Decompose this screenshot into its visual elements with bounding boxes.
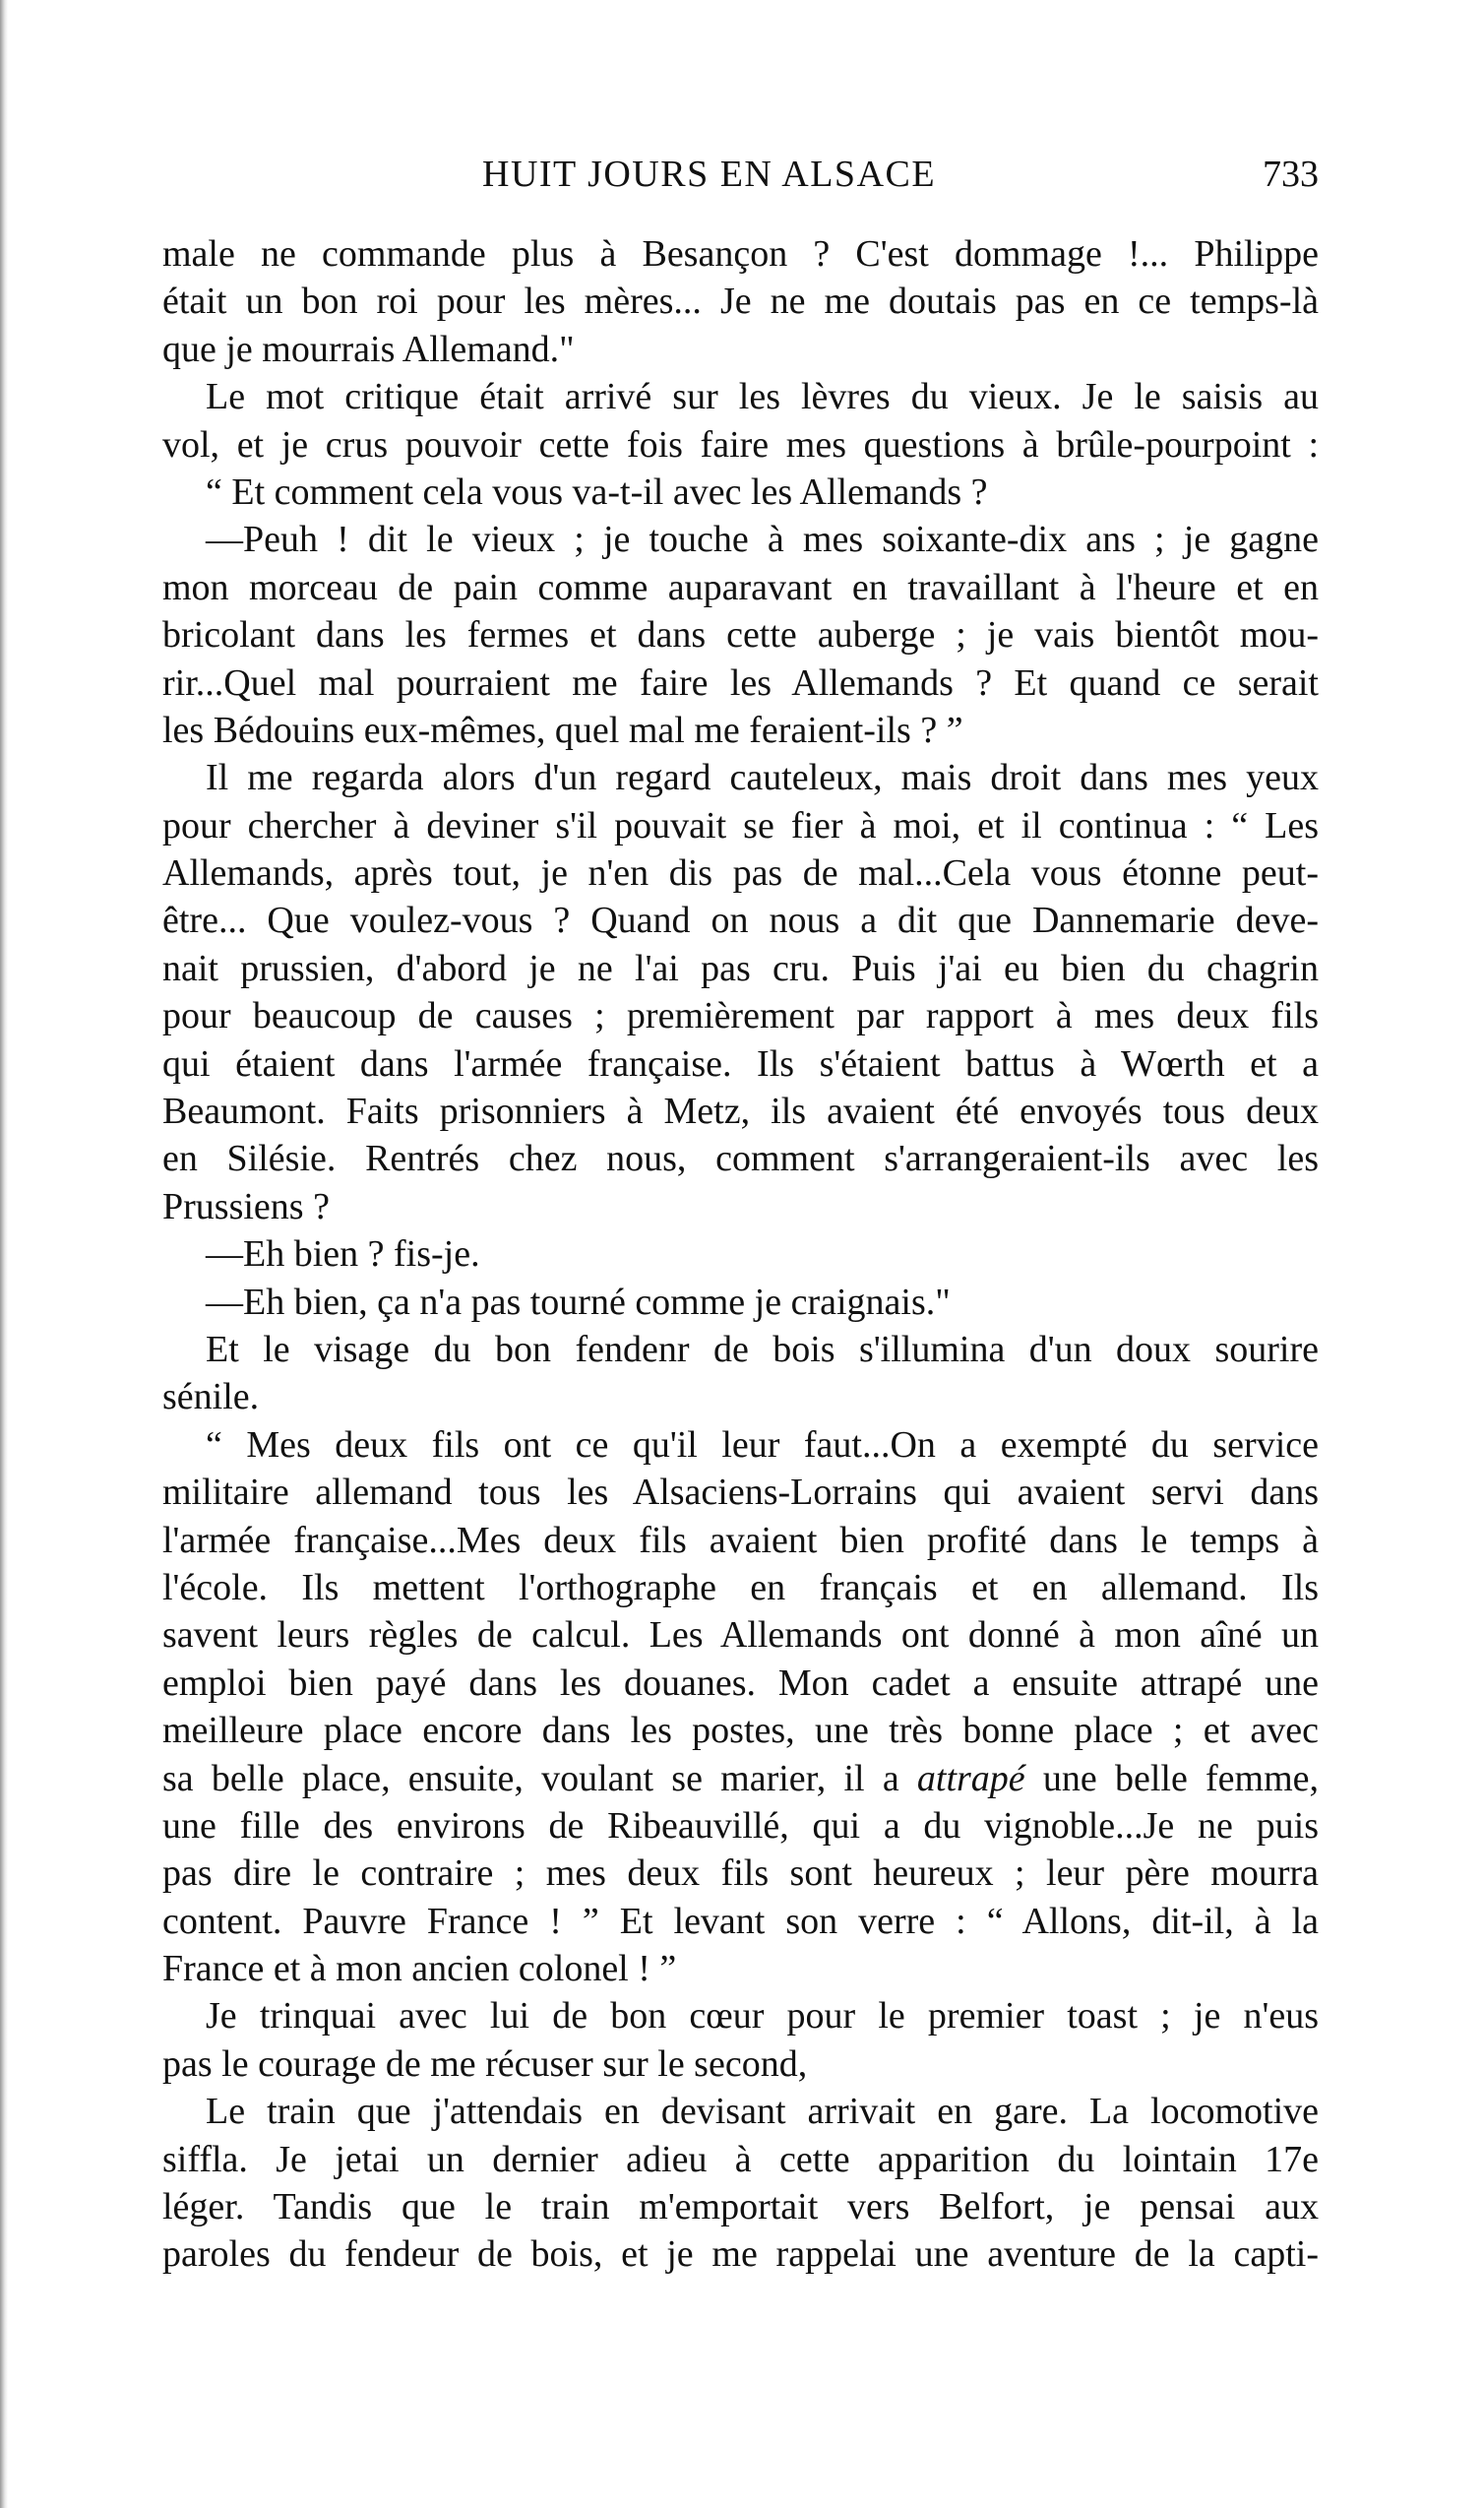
text-line: France et à mon ancien colonel ! ” [162, 1948, 677, 1990]
text-line: Il me regarda alors d'un regard cauteleux, mais droit dans mes yeux [206, 757, 1319, 799]
text-line: mon morceau de pain comme auparavant en travaillant à l'heure et en [162, 566, 1319, 608]
text-line: Le mot critique était arrivé sur les lèvres du vieux. Je le saisis au [206, 376, 1319, 418]
text-line: une fille des environs de Ribeauvillé, qui a du vignoble...Je ne puis [162, 1804, 1319, 1847]
text-line: Le train que j'attendais en devisant arrivait en gare. La locomotive [206, 2091, 1319, 2133]
text-line: en Silésie. Rentrés chez nous, comment s'arrangeraient-ils avec les [162, 1138, 1319, 1180]
text-line: siffla. Je jetai un dernier adieu à cette apparition du lointain 17e [162, 2138, 1319, 2180]
text-line: —Peuh ! dit le vieux ; je touche à mes soixante-dix ans ; je gagne [206, 519, 1319, 561]
text-line: pour beaucoup de causes ; premièrement par rapport à mes deux fils [162, 995, 1319, 1037]
text-line: male ne commande plus à Besançon ? C'est dommage !... Philippe [162, 233, 1319, 275]
page-edge-shadow [0, 0, 8, 2508]
text-line: vol, et je crus pouvoir cette fois faire mes questions à brûle-pourpoint : [162, 423, 1319, 466]
text-line: était un bon roi pour les mères... Je ne me doutais pas en ce temps-là [162, 281, 1319, 323]
text-line: rir...Quel mal pourraient me faire les Allemands ? Et quand ce serait [162, 661, 1319, 704]
text-line: “ Et comment cela vous va-t-il avec les Allemands ? [206, 470, 988, 513]
text-line: —Eh bien ? fis-je. [206, 1233, 480, 1276]
text-line: savent leurs règles de calcul. Les Allemands ont donné à mon aîné un [162, 1614, 1319, 1657]
running-title: HUIT JOURS EN ALSACE [482, 154, 937, 195]
text-line-with-italic [162, 1755, 1319, 1802]
text-line: l'école. Ils mettent l'orthographe en français et en allemand. Ils [162, 1566, 1319, 1608]
text-line: Beaumont. Faits prisonniers à Metz, ils avaient été envoyés tous deux [162, 1091, 1319, 1133]
text-line: Je trinquai avec lui de bon cœur pour le premier toast ; je n'eus [206, 1995, 1319, 2038]
text-line: léger. Tandis que le train m'emportait vers Belfort, je pensai aux [162, 2186, 1319, 2228]
text-line: emploi bien payé dans les douanes. Mon cadet a ensuite attrapé une [162, 1662, 1319, 1704]
text-line: que je mourrais Allemand." [162, 328, 575, 370]
text-line: sénile. [162, 1376, 260, 1418]
italic-word: attrapé [916, 1757, 1025, 1799]
text-line: être... Que voulez-vous ? Quand on nous a dit que Dannemarie deve- [162, 900, 1319, 942]
text-line: paroles du fendeur de bois, et je me rappelai une aventure de la capti- [162, 2233, 1319, 2276]
text-line: pour chercher à deviner s'il pouvait se fier à moi, et il continua : “ Les [162, 804, 1319, 846]
text-line: Allemands, après tout, je n'en dis pas de mal...Cela vous étonne peut- [162, 852, 1319, 895]
text-line: “ Mes deux fils ont ce qu'il leur faut...On a exempté du service [206, 1423, 1319, 1466]
body-text [162, 230, 1319, 2279]
text-segment: sa belle place, ensuite, voulant se marier, il a [162, 1757, 899, 1799]
text-line: meilleure place encore dans les postes, une très bonne place ; et avec [162, 1710, 1319, 1752]
running-head [157, 150, 1319, 199]
page-number: 733 [1263, 154, 1319, 195]
text-segment: une belle femme, [1042, 1757, 1320, 1799]
text-line: content. Pauvre France ! ” Et levant son verre : “ Allons, dit-il, à la [162, 1900, 1319, 1942]
text-line: bricolant dans les fermes et dans cette auberge ; je vais bientôt mou- [162, 614, 1319, 657]
text-line: —Eh bien, ça n'a pas tourné comme je craignais." [206, 1281, 951, 1323]
text-line: pas le courage de me récuser sur le second, [162, 2042, 808, 2085]
text-line: militaire allemand tous les Alsaciens-Lorrains qui avaient servi dans [162, 1472, 1319, 1514]
text-line: les Bédouins eux-mêmes, quel mal me feraient-ils ? ” [162, 709, 963, 751]
text-line: l'armée française...Mes deux fils avaient bien profité dans le temps à [162, 1519, 1319, 1561]
text-line: pas dire le contraire ; mes deux fils sont heureux ; leur père mourra [162, 1852, 1319, 1895]
text-line: Et le visage du bon fendenr de bois s'illumina d'un doux sourire [206, 1328, 1319, 1370]
text-line: qui étaient dans l'armée française. Ils s'étaient battus à Wœrth et a [162, 1042, 1319, 1085]
text-line: Prussiens ? [162, 1185, 330, 1227]
text-line: nait prussien, d'abord je ne l'ai pas cru. Puis j'ai eu bien du chagrin [162, 947, 1319, 989]
